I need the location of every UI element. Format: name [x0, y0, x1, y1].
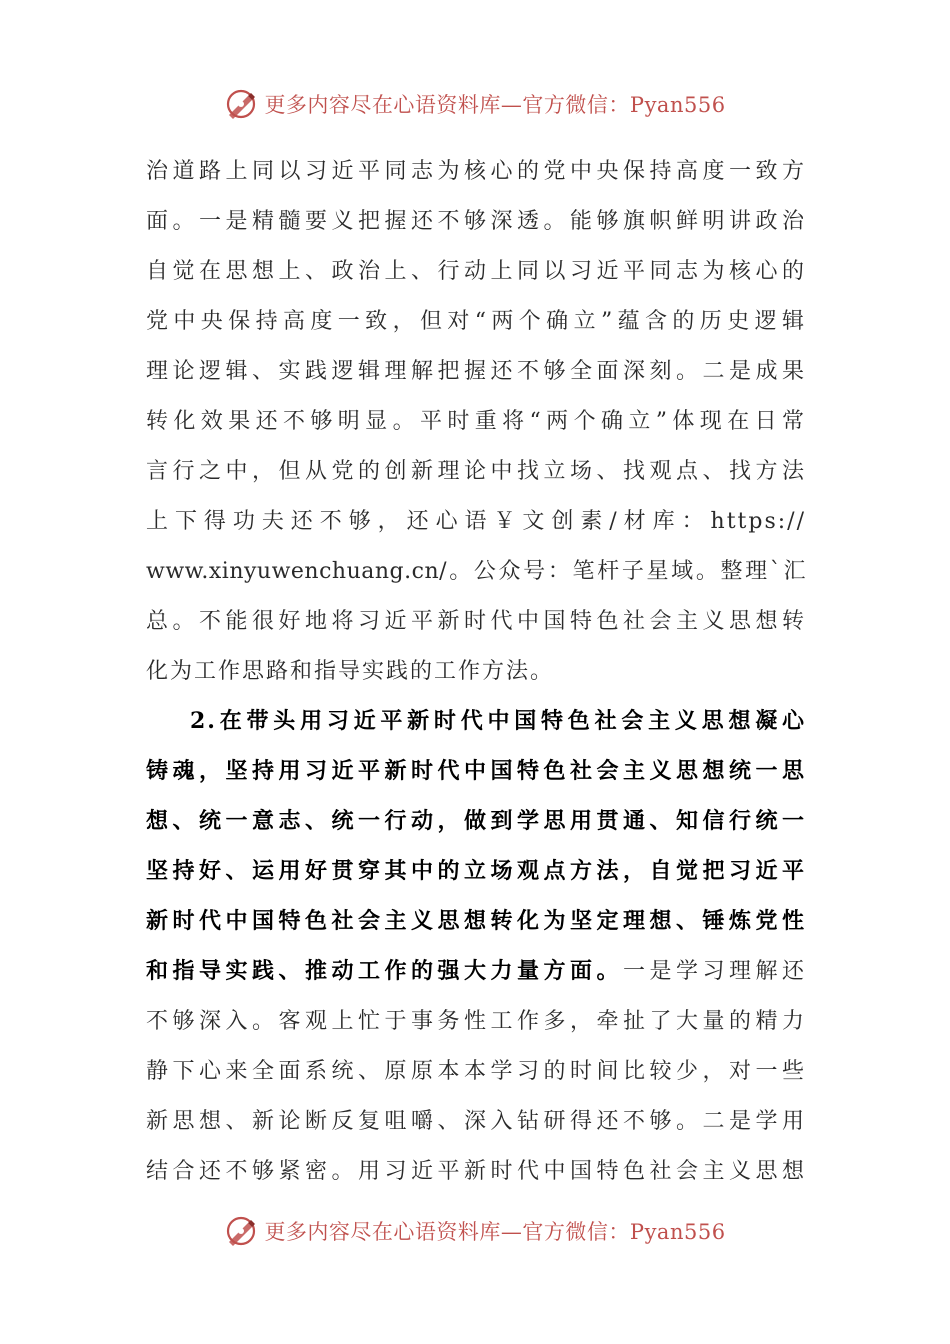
body-line-16: 和指导实践、推动工作的强大力量方面。一是学习理解还: [146, 958, 806, 984]
body-line-4: 理论逻辑、实践逻辑理解把握还不够全面深刻。二是成果: [146, 359, 806, 384]
body-line-7: 上下得功夫还不够，还心语￥文创素/材库：https://: [146, 509, 806, 534]
body-line-8: www.xinyuwenchuang.cn/。公众号：笔杆子星域。整理`汇: [146, 559, 806, 584]
body-line-12: 铸魂，坚持用习近平新时代中国特色社会主义思想统一思: [146, 758, 806, 784]
footer-banner: [0, 1211, 950, 1251]
body-line-5: 转化效果还不够明显。平时重将“两个确立”体现在日常: [146, 409, 806, 434]
body-line-6: 言行之中，但从党的创新理论中找立场、找观点、找方法: [146, 459, 806, 484]
body-line-10: 化为工作思路和指导实践的工作方法。: [146, 659, 555, 684]
body-line-0: 治道路上同以习近平同志为核心的党中央保持高度一致方: [146, 159, 806, 184]
body-line-11: 2.在带头用习近平新时代中国特色社会主义思想凝心: [190, 708, 806, 734]
body-line-3: 党中央保持高度一致，但对“两个确立”蕴含的历史逻辑: [146, 309, 806, 334]
body-line-18: 静下心来全面系统、原原本本学习的时间比较少，对一些: [146, 1059, 806, 1084]
body-line-13: 想、统一意志、统一行动，做到学思用贯通、知信行统一: [146, 808, 806, 834]
body-line-20: 结合还不够紧密。用习近平新时代中国特色社会主义思想: [146, 1159, 806, 1184]
body-line-9: 总。不能很好地将习近平新时代中国特色社会主义思想转: [146, 609, 806, 634]
pen-logo-icon: [224, 87, 258, 121]
body-line-17: 不够深入。客观上忙于事务性工作多，牵扯了大量的精力: [146, 1009, 806, 1034]
pen-logo-icon: [224, 1214, 258, 1248]
body-line-14: 坚持好、运用好贯穿其中的立场观点方法，自觉把习近平: [146, 858, 806, 884]
body-line-15: 新时代中国特色社会主义思想转化为坚定理想、锤炼党性: [146, 908, 806, 934]
header-banner: [0, 84, 950, 124]
footer-banner-text: 更多内容尽在心语资料库—官方微信：Pyan556: [264, 1220, 726, 1244]
body-line-1: 面。一是精髓要义把握还不够深透。能够旗帜鲜明讲政治: [146, 209, 806, 234]
document-body: [146, 146, 806, 1196]
header-banner-text: 更多内容尽在心语资料库—官方微信：Pyan556: [264, 93, 726, 117]
body-line-19: 新思想、新论断反复咀嚼、深入钻研得还不够。二是学用: [146, 1109, 806, 1134]
body-line-2: 自觉在思想上、政治上、行动上同以习近平同志为核心的: [146, 259, 806, 284]
